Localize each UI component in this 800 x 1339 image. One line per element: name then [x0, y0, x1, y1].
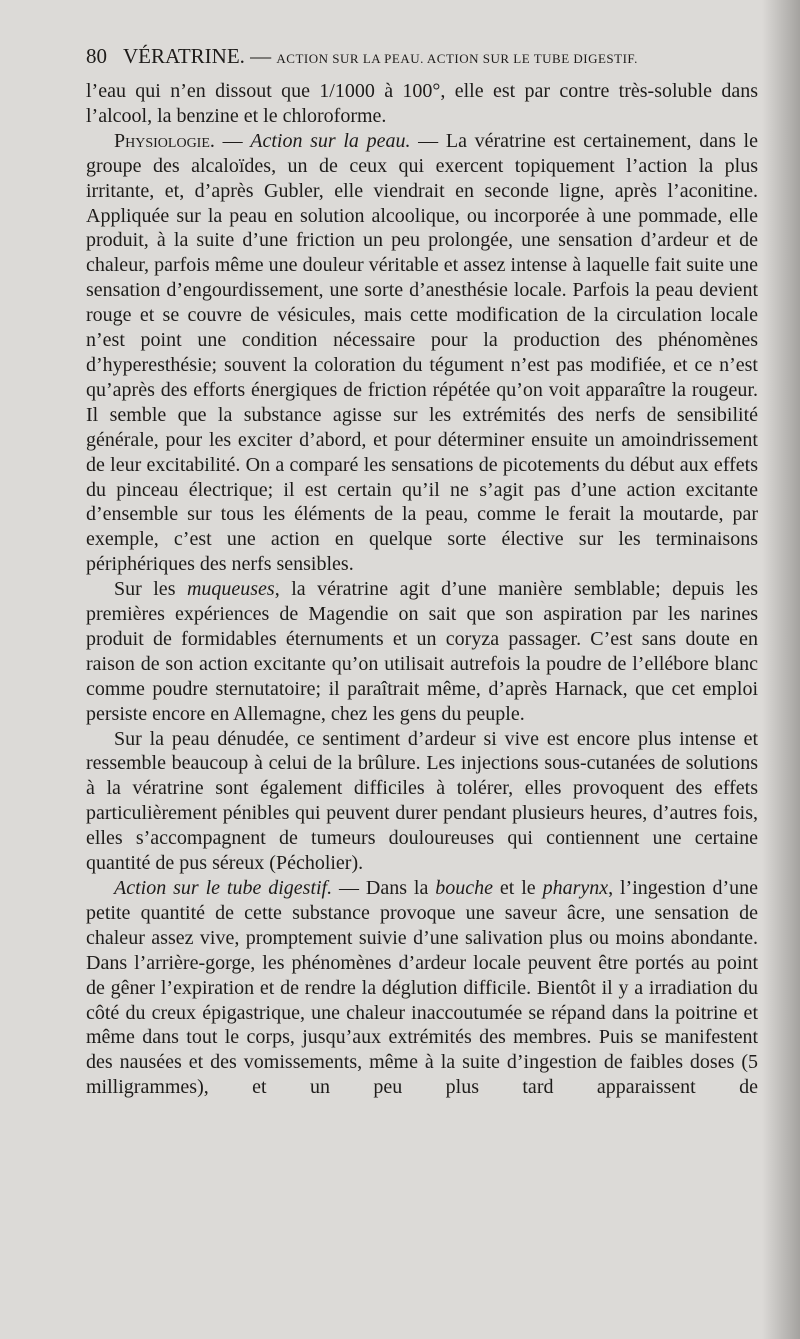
running-header	[86, 44, 756, 69]
term-bouche: bouche	[435, 877, 493, 899]
paragraph-solubility: l’eau qui n’en dissout que 1/1000 à 100°, elle est par contre très-soluble dans l’alcool, la benzine et le chloroforme.	[86, 80, 758, 127]
paragraph-skin-action: Physiologie. — Action sur la peau. — La vératrine est certainement, dans le groupe des alcaloïdes, un de ceux qui exercent topiquement l’action la plus irritante, et, d’après Gubler, elle viendrait en seconde ligne, après l’aconitine. Appliquée sur la peau en solution alcoolique, ou incorporée à une pommade, elle produit, à la suite d’une friction un peu prolongée, une sensation d’ardeur et de chaleur, parfois même une douleur véritable et assez intense à laquelle fait suite une sensation d’engourdissement, une sorte d’anesthésie locale. Parfois la peau devient rouge et se couvre de vésicules, mais cette modification de la circulation locale n’est point une condition nécessaire pour la production des phénomènes d’hyperesthésie; souvent la coloration du tégument n’est pas modifiée, et ce n’est qu’après des efforts énergiques de friction répétée qu’on voit apparaître la rougeur. Il semble que la substance agisse sur les extrémités des nerfs de sensibilité générale, pour les exciter d’abord, et pour déterminer ensuite un amoindrissement de leur excitabilité. On a comparé les sensations de picotements du début aux effets du pinceau électrique; il est certain qu’il ne s’agit pas d’une action excitante d’ensemble sur tous les éléments de la peau, comme le ferait la moutarde, par exemple, c’est une action en quelque sorte élective sur les terminaisons périphériques des nerfs sensibles.	[86, 129, 758, 576]
page-number: 80	[86, 44, 107, 68]
header-title: VÉRATRINE.	[123, 44, 245, 68]
subsection-title-tube-digestif: Action sur le tube digestif.	[114, 877, 333, 899]
term-muqueuses: muqueuses	[186, 578, 275, 601]
paragraph-mucous: Sur les muqueuses, la vératrine agit d’une manière semblable; depuis les premières expériences de Magendie on sait que son aspiration par les narines produit de formidables éternuments et un coryza passager. C’est sans doute en raison de son action excitante qu’on utilisait autrefois la poudre de l’ellébore blanc comme poudre sternutatoire; il paraîtrait même, d’après Harnack, que cet emploi persiste encore en Allemagne, chez les gens du peuple.	[86, 578, 758, 725]
section-label-physiologie: Physiologie.	[114, 129, 215, 152]
body-text	[86, 79, 758, 1100]
term-pharynx: pharynx	[542, 877, 609, 899]
running-title: ACTION SUR LA PEAU. ACTION SUR LE TUBE DIGESTIF.	[276, 51, 638, 66]
paragraph-denuded-skin: Sur la peau dénudée, ce sentiment d’ardeur si vive est encore plus intense et ressemble beaucoup à celui de la brûlure. Les injections sous-cutanées de solutions à la vératrine sont également difficiles à tolérer, elles provoquent des effets particulièrement pénibles qui peuvent durer pendant plusieurs heures, d’autres fois, elles s’accompagnent de tumeurs douloureuses qui contiennent une certaine quantité de pus séreux (Pécholier).	[86, 727, 758, 875]
header-dash: —	[250, 44, 272, 68]
paragraph-digestive: Action sur le tube digestif. — Dans la bouche et le pharynx, l’ingestion d’une petite quantité de cette substance provoque une saveur âcre, une sensation de chaleur assez vive, promptement suivie d’une salivation plus ou moins abondante. Dans l’arrière-gorge, les phénomènes d’ardeur locale peuvent être portés au point de gêner l’expiration et de rendre la déglution difficile. Bientôt il y a irradiation du côté du creux épigastrique, une chaleur inaccoutumée se répand dans la poitrine et même dans tout le corps, jusqu’aux extrémités des membres. Puis se manifestent des nausées et des vomissements, même à la suite d’ingestion de faibles doses (5 milligrammes), et un peu plus tard apparaissent de	[86, 877, 758, 1099]
subsection-title-peau: Action sur la peau.	[250, 129, 411, 152]
